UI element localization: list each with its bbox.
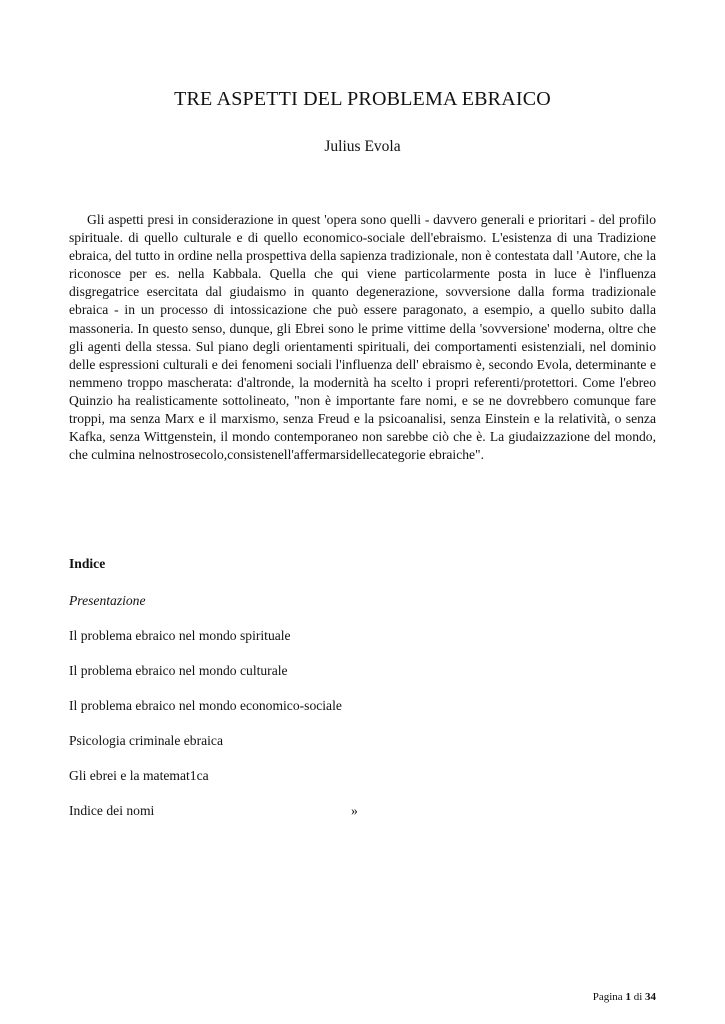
toc-item-marker: » (351, 803, 358, 818)
current-page-number: 1 (625, 991, 631, 1003)
toc-item-label: Indice dei nomi (69, 803, 155, 818)
table-of-contents (69, 592, 489, 837)
page-separator: di (633, 991, 643, 1003)
toc-item-label: Gli ebrei e la matemat1ca (69, 768, 209, 783)
abstract-paragraph: Gli aspetti presi in considerazione in quest 'opera sono quelli - davvero generali e prioritari - del profilo spirituale. di quello culturale e di quello economico-sociale dell'ebraismo. L'esistenza di una Tradizione ebraica, del tutto in ordine nella prospettiva della sapienza tradizionale, non è contestata dall 'Autore, che la riconosce per es. nella Kabbala. Quella che qui viene particolarmente posta in luce è l'influenza disgregatrice esercitata dal giudaismo in quanto degenerazione, sovversione dalla forma tradizionale ebraica - in un processo di intossicazione che può essere paragonato, a esempio, a quello subito dalla massoneria. In questo senso, dunque, gli Ebrei sono le prime vittime della 'sovversione' moderna, oltre che gli agenti della stessa. Sul piano degli orientamenti spirituali, dei comportamenti esistenziali, nel dominio delle espressioni culturali e dei fenomeni sociali l'influenza dell' ebraismo è, secondo Evola, determinante e nemmeno troppo mascherata: d'altronde, la modernità ha scelto i propri referenti/protettori. Come l'ebreo Quinzio ha realisticamente sottolineato, "non è importante fare nomi, e se ne dovrebbero comunque fare troppi, ma senza Marx e il marxismo, senza Freud e la psicoanalisi, senza Einstein e la relatività, o senza Kafka, senza Wittgenstein, il mondo contemporaneo non sarebbe ciò che è. La giudaizzazione del mondo, che culmina nelnostrosecolo,consistenell'affermarsidellecategorie ebraiche". (69, 212, 656, 463)
toc-item-mondo-spirituale (69, 627, 489, 662)
toc-item-label: Il problema ebraico nel mondo economico-sociale (69, 698, 342, 713)
toc-item-mondo-economico-sociale (69, 697, 489, 732)
toc-item-label: Il problema ebraico nel mondo spirituale (69, 628, 291, 643)
toc-item-indice-nomi (69, 802, 489, 837)
page-label: Pagina (592, 991, 623, 1003)
toc-item-presentazione (69, 592, 489, 627)
author-name: Julius Evola (324, 138, 401, 155)
index-heading: Indice (69, 556, 106, 571)
toc-item-label: Presentazione (69, 593, 146, 608)
document-title: TRE ASPETTI DEL PROBLEMA EBRAICO (174, 88, 551, 110)
toc-item-mondo-culturale (69, 662, 489, 697)
toc-item-label: Psicologia criminale ebraica (69, 733, 223, 748)
toc-item-label: Il problema ebraico nel mondo culturale (69, 663, 288, 678)
page-footer (593, 991, 656, 1003)
toc-item-psicologia-criminale (69, 732, 489, 767)
toc-item-matematica (69, 767, 489, 802)
total-pages-number: 34 (645, 991, 656, 1003)
